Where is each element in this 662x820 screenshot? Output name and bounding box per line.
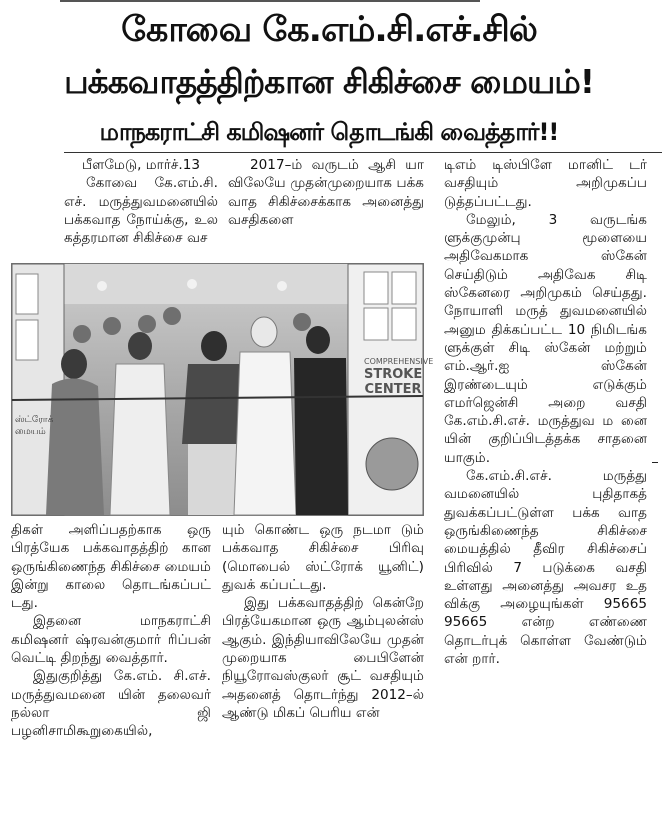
column-1-bottom-p3: இதுகுறித்து கே.எம். சி.எச். மருத்துவமனை யின் தலைவர் நல்லா ஜி பழனிசாமிகூறுகையில்,: [11, 668, 211, 740]
column-3-p3: கே.எம்.சி.எச். மருத்து வமனையில் புதிதாகத் துவக்கப்பட்டுள்ள பக்க வாத ஒருங்கிணைந்த சிகிச்சை மையத்தில் தீவிர சிகிச்சைப் பிரிவில் 7 படுக்கை வசதி உள்ளது அனைத்து அவசர உத விக்கு அழையுங்கள் 95665 95665 என்ற எண்ணை தொடர்புக் கொள்ள வேண்டும் என் றார்.: [444, 468, 647, 668]
column-3-p1: டிஎம் டிஸ்பிளே மானிட் டர் வசதியும் அறிமுகப்ப டுத்தப்பட்டது.: [444, 157, 647, 210]
column-2-bottom-p1: யும் கொண்ட ஒரு நடமா டும் பக்கவாத சிகிச்சை பிரிவு (மொபைல் ஸ்ட்ரோக் யூனிட்) துவக் கப்பட்டது.: [222, 522, 424, 593]
news-photo: [11, 263, 434, 516]
subhead-rule: [64, 152, 662, 153]
dateline: பீளமேடு, மார்ச்.13: [81, 157, 201, 173]
column-1-bottom-p2: இதனை மாநகராட்சி கமிஷனர் ஷ்ரவன்குமார் ரிப்பன் வெட்டி திறந்து வைத்தார்.: [11, 613, 211, 667]
top-rule: [60, 0, 480, 2]
column-2-bottom-p2: இது பக்கவாதத்திற் கென்றே பிரத்யேகமான ஒரு ஆம்புலன்ஸ் ஆகும். இந்தியாவிலேயே முதன் முறையாக பைபிளேன் நியூரோவஸ்குலர் சூட் வசதியும் அதனைத் தொடர்ந்து 2012–ல் ஆண்டு மிகப் பெரிய என்: [222, 595, 424, 721]
banner-line-2: STROKE: [364, 367, 423, 382]
stroke-center-banner: [364, 356, 434, 397]
column-3: [444, 156, 647, 816]
column-2-bottom: [222, 521, 424, 816]
left-banner-text: ஸ்ட்ரோக் மையம்: [15, 415, 54, 437]
column-2-top-text: 2017–ம் வருடம் ஆசி யா விலேயே முதன்முறையாக பக்க வாத சிகிச்சைக்காக அனைத்து வசதிகளை: [228, 157, 424, 228]
headline-line-2: பக்கவாதத்திற்கான சிகிச்சை மையம்!: [64, 62, 594, 101]
banner-line-3: CENTER: [364, 382, 422, 397]
headline-line-1: கோவை கே.எம்.சி.எச்.சில்: [121, 10, 537, 50]
subheadline: மாநகராட்சி கமிஷனர் தொடங்கி வைத்தார்!!: [99, 118, 559, 146]
column-3-p2: மேலும், 3 வருடங்க ளுக்குமுன்பு மூளையை அதிவேகமாக ஸ்கேன் செய்திடும் அதிவேக சிடி ஸ்கேனரை அறிமுகம் செய்தது. நோயாளி மருத் துவமனையில் அனும திக்கப்பட்ட 10 நிமிடங்க ளுக்குள் சிடி ஸ்கேன் மற்றும் எம்.ஆர்.ஐ ஸ்கேன் இரண்டையும் எடுக்கும் எமர்ஜென்சி அறை வசதி கே.எம்.சி.எச். மருத்துவ ம னை யின் குறிப்பிடத்தக்க சாதனை யாகும்.: [444, 211, 647, 466]
margin-mark: [652, 462, 658, 463]
column-1-bottom: [11, 521, 211, 816]
column-1-bottom-p1: திகள் அளிப்பதற்காக ஒரு பிரத்யேக பக்கவாதத்திற் கான ஒருங்கிணைந்த சிகிச்சை மையம் இன்று காலை தொடங்கப்பட் டது.: [11, 522, 211, 612]
banner-line-1: COMPREHENSIVE: [364, 357, 434, 366]
photo-illustration: [12, 264, 434, 515]
column-2-top: [228, 156, 424, 262]
column-1-top-text: கோவை கே.எம்.சி. எச். மருத்துவமனையில் பக்கவாத நோய்க்கு, உல கத்தரமான சிகிச்சை வச: [64, 175, 218, 247]
column-1-top: [64, 156, 218, 262]
